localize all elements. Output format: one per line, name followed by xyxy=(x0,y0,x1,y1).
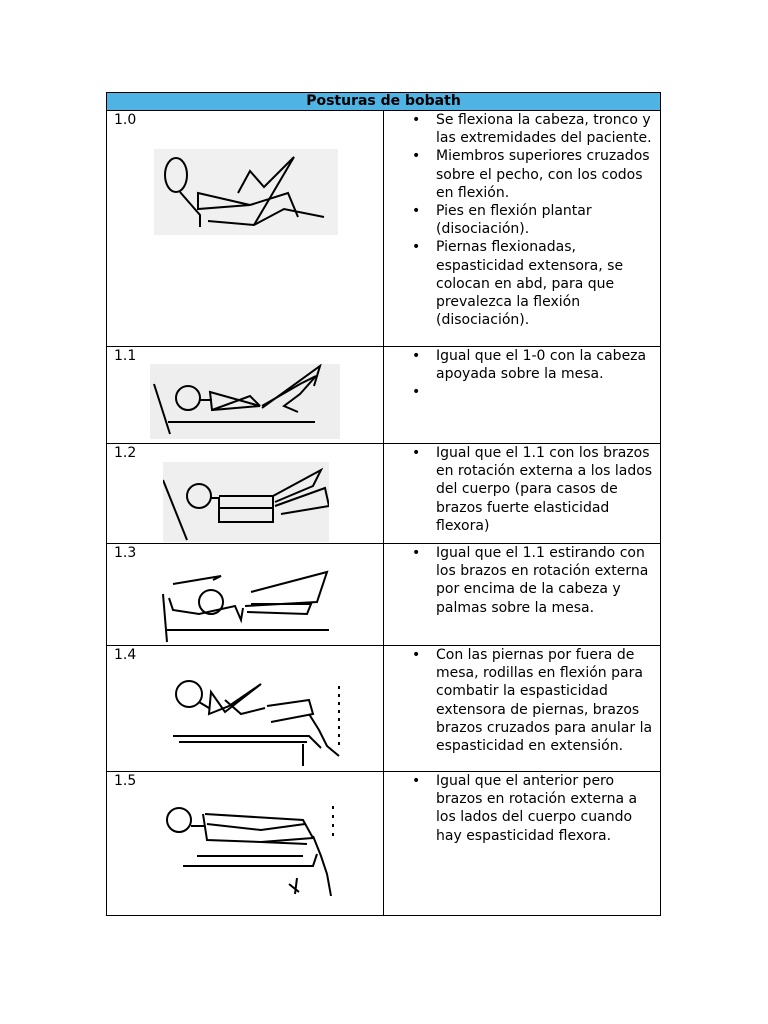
description-cell xyxy=(384,646,661,772)
description-item: • Pies en flexión plantar (disociación). xyxy=(412,202,660,238)
posture-number: 1.2 xyxy=(114,445,137,461)
posture-cell xyxy=(107,347,384,444)
posture-cell xyxy=(107,544,384,646)
legs-off-table-crossed-arms-figure xyxy=(169,666,341,766)
description-list xyxy=(384,444,660,535)
posture-number: 1.3 xyxy=(114,545,137,561)
posture-number: 1.4 xyxy=(114,647,137,663)
description-item: • Igual que el 1.1 estirando con los brazos en rotación externa por encima de la cabeza y palmas sobre la mesa. xyxy=(412,544,660,617)
posture-cell xyxy=(107,646,384,772)
table-title: Posturas de bobath xyxy=(107,93,661,111)
description-list xyxy=(384,544,660,617)
head-on-table-posture-figure xyxy=(150,364,340,439)
table-row xyxy=(107,544,661,646)
table-row xyxy=(107,347,661,444)
description-cell xyxy=(384,347,661,444)
table-row xyxy=(107,772,661,916)
description-list xyxy=(384,646,660,755)
posture-number: 1.1 xyxy=(114,348,137,364)
description-cell xyxy=(384,544,661,646)
description-item: • Miembros superiores cruzados sobre el pecho, con los codos en flexión. xyxy=(412,147,660,202)
table-header-row xyxy=(107,93,661,111)
description-list xyxy=(384,772,660,845)
posture-cell xyxy=(107,111,384,347)
table-row xyxy=(107,646,661,772)
description-item: • Piernas flexionadas, espasticidad extensora, se colocan en abd, para que prevalezca la flexión (disociación). xyxy=(412,238,660,329)
legs-off-table-arms-sides-figure xyxy=(163,804,341,896)
description-item: • Igual que el 1-0 con la cabeza apoyada sobre la mesa. xyxy=(412,347,660,383)
arms-overhead-posture-figure xyxy=(161,566,333,644)
description-cell xyxy=(384,111,661,347)
posture-number: 1.5 xyxy=(114,773,137,789)
description-list xyxy=(384,347,660,401)
table-row xyxy=(107,111,661,347)
bobath-postures-table xyxy=(106,92,661,916)
description-item: • Igual que el 1.1 con los brazos en rotación externa a los lados del cuerpo (para casos de brazos fuerte elasticidad flexora) xyxy=(412,444,660,535)
posture-cell xyxy=(107,444,384,544)
arms-external-rotation-figure xyxy=(163,462,329,542)
table-row xyxy=(107,444,661,544)
description-item: • Igual que el anterior pero brazos en rotación externa a los lados del cuerpo cuando hay espasticidad flexora. xyxy=(412,772,660,845)
supine-flexed-posture-figure xyxy=(154,149,338,235)
description-item: • Se flexiona la cabeza, tronco y las extremidades del paciente. xyxy=(412,111,660,147)
posture-cell xyxy=(107,772,384,916)
description-item-empty xyxy=(412,383,660,401)
description-list xyxy=(384,111,660,329)
description-item: • Con las piernas por fuera de mesa, rodillas en flexión para combatir la espasticidad extensora de piernas, brazos brazos cruzados para anular la espasticidad en extensión. xyxy=(412,646,660,755)
posture-number: 1.0 xyxy=(114,112,137,128)
description-cell xyxy=(384,444,661,544)
description-cell xyxy=(384,772,661,916)
